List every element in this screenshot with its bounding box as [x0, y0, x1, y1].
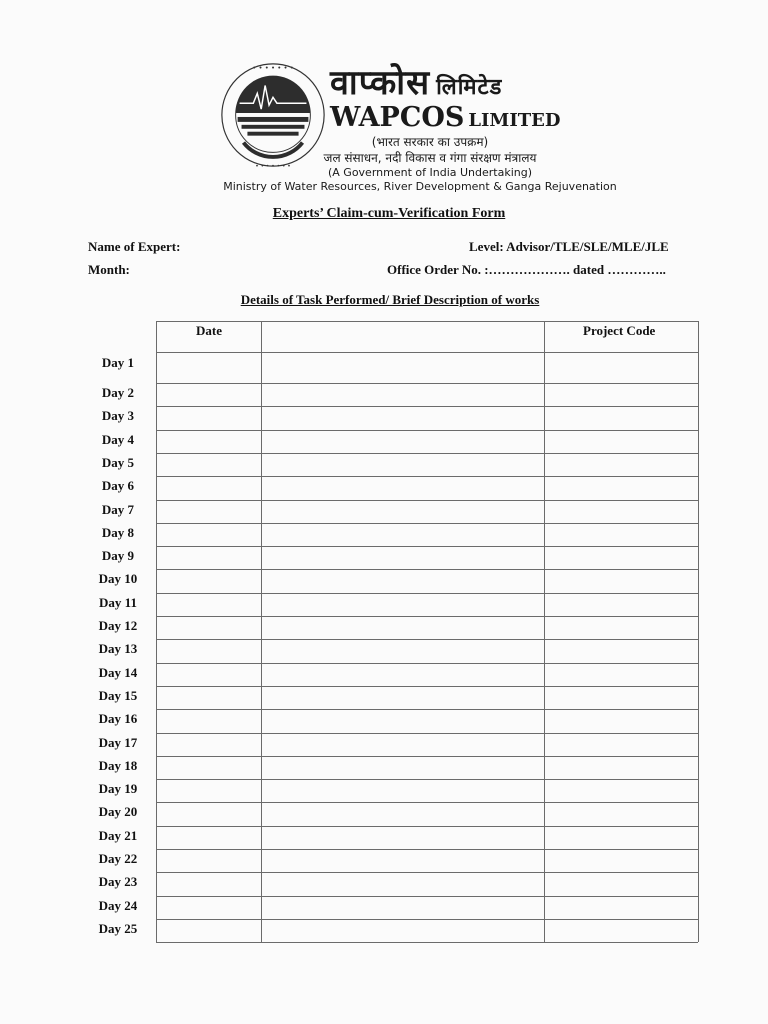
- table-row-line: [156, 321, 698, 322]
- level-label: Level: Advisor/TLE/SLE/MLE/JLE: [469, 239, 669, 254]
- day-row-label: Day 11: [99, 595, 137, 610]
- task-details-subtitle: Details of Task Performed/ Brief Description of works: [240, 292, 540, 307]
- table-row-line: [156, 872, 698, 873]
- hindi-line-1: (भारत सरकार का उपक्रम): [371, 135, 489, 149]
- table-row-line: [156, 453, 698, 454]
- day-row-label: Day 19: [98, 781, 138, 796]
- day-row-label: Day 17: [98, 735, 138, 750]
- table-row-line: [156, 383, 698, 384]
- table-row-line: [156, 616, 698, 617]
- table-row-line: [156, 352, 698, 353]
- table-column-line: [698, 321, 699, 942]
- table-row-line: [156, 663, 698, 664]
- org-name-hindi: [330, 58, 502, 104]
- name-of-expert-label: Name of Expert:: [88, 239, 181, 254]
- table-row-line: [156, 686, 698, 687]
- day-row-label: Day 22: [98, 851, 138, 866]
- day-row-label: Day 21: [98, 828, 138, 843]
- day-row-label: Day 16: [98, 711, 138, 726]
- english-line-2: Ministry of Water Resources, River Development & Ganga Rejuvenation: [223, 180, 617, 193]
- table-row-line: [156, 476, 698, 477]
- office-order-label: Office Order No. :………………. dated …………..: [387, 262, 666, 277]
- day-row-label: Day 12: [98, 618, 138, 633]
- table-row-line: [156, 779, 698, 780]
- day-row-label: Day 24: [98, 898, 138, 913]
- day-row-label: Day 4: [101, 432, 135, 447]
- day-row-label: Day 23: [98, 874, 138, 889]
- table-row-line: [156, 500, 698, 501]
- table-row-line: [156, 802, 698, 803]
- table-row-line: [156, 733, 698, 734]
- letterhead: [210, 50, 640, 195]
- table-row-line: [156, 896, 698, 897]
- svg-text:• • • • • • •: • • • • • • •: [252, 63, 294, 72]
- org-name: [330, 102, 561, 133]
- day-row-label: Day 9: [101, 548, 135, 563]
- table-column-line: [156, 321, 157, 942]
- day-row-label: Day 7: [101, 502, 135, 517]
- table-row-line: [156, 756, 698, 757]
- month-label: Month:: [88, 262, 130, 277]
- day-row-label: Day 3: [101, 408, 135, 423]
- day-row-label: Day 25: [98, 921, 138, 936]
- svg-text:• • • • • • •: • • • • • • •: [255, 164, 291, 171]
- day-row-label: Day 10: [98, 571, 138, 586]
- day-row-label: Day 14: [98, 665, 138, 680]
- table-row-line: [156, 942, 698, 943]
- project-code-column-header: Project Code: [583, 323, 656, 338]
- table-row-line: [156, 523, 698, 524]
- table-row-line: [156, 709, 698, 710]
- date-column-header: Date: [196, 323, 222, 338]
- day-row-label: Day 8: [101, 525, 135, 540]
- table-row-line: [156, 826, 698, 827]
- org-name-hindi-text: वाप्कोस: [330, 63, 431, 103]
- day-row-label: Day 15: [98, 688, 138, 703]
- table-row-line: [156, 546, 698, 547]
- day-row-label: Day 2: [101, 385, 135, 400]
- table-row-line: [156, 919, 698, 920]
- day-row-label: Day 20: [98, 804, 138, 819]
- org-suffix-hindi: लिमिटेड: [436, 75, 503, 100]
- table-column-line: [544, 321, 545, 942]
- table-row-line: [156, 593, 698, 594]
- hindi-line-2: जल संसाधन, नदी विकास व गंगा संरक्षण मंत्रालय: [323, 151, 537, 165]
- table-row-line: [156, 639, 698, 640]
- day-row-label: Day 13: [98, 641, 138, 656]
- english-line-1: (A Government of India Undertaking): [327, 166, 533, 179]
- table-row-line: [156, 430, 698, 431]
- day-row-label: Day 5: [101, 455, 135, 470]
- org-suffix: LIMITED: [468, 110, 561, 131]
- table-row-line: [156, 406, 698, 407]
- day-row-label: Day 18: [98, 758, 138, 773]
- table-column-line: [261, 321, 262, 942]
- table-row-line: [156, 849, 698, 850]
- table-row-line: [156, 569, 698, 570]
- day-row-label: Day 6: [101, 478, 135, 493]
- org-name-text: WAPCOS: [330, 102, 465, 133]
- form-title: Experts’ Claim-cum-Verification Form: [272, 206, 506, 221]
- day-row-label: Day 1: [101, 355, 135, 370]
